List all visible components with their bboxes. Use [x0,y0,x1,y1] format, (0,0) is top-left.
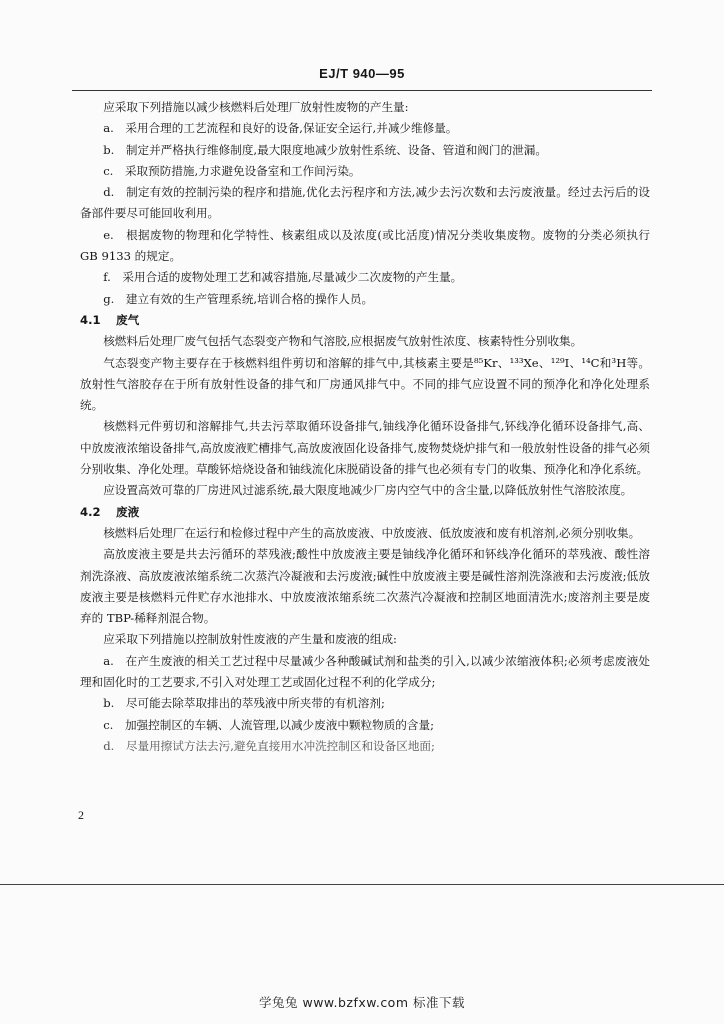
liquid-measure-a: a. 在产生废液的相关工艺过程中尽量减少各种酸碱试剂和盐类的引入,以减少浓缩液体积;必须考虑废液处理和固化时的工艺要求,不引入对处理工艺或固化过程不利的化学成分; [80,653,650,690]
intro-paragraph: 应采取下列措施以减少核燃料后处理厂放射性废物的产生量: [103,100,409,114]
liquid-measure-d: d. 尽量用擦试方法去污,避免直接用水冲洗控制区和设备区地面; [103,738,435,753]
header-rule [72,90,652,91]
paragraph: 核燃料后处理厂废气包括气态裂变产物和气溶胶,应根据废气放射性浓度、核素特性分别收集。 [103,334,583,349]
paragraph: 气态裂变产物主要存在于核燃料组件剪切和溶解的排气中,其核素主要是⁸⁵Kr、¹³³Xe、¹²⁹I、¹⁴C和³H等。放射性气溶胶存在于所有放射性设备的排气和厂房通风排气中。不同的排气应设置不同的预净化和净化处理系统。 [80,355,650,413]
paragraph: 应设置高效可靠的厂房进风过滤系统,最大限度地减少厂房内空气中的含尘量,以降低放射性气溶胶浓度。 [103,483,633,498]
watermark-text: 学兔兔 www.bzfxw.com 标准下载 [259,995,465,1010]
section-4-1-heading [80,310,650,331]
section-number: 4.2 [80,504,101,519]
standard-code-header: EJ/T 940—95 [319,66,405,81]
measure-c: c. 采取预防措施,力求避免设备室和工作间污染。 [103,163,361,178]
paragraph: 高放废液主要是共去污循环的萃残液;酸性中放废液主要是铀线净化循环和钚线净化循环的萃残液、酸性溶剂洗涤液、高放废液浓缩系统二次蒸汽冷凝液和去污废液;碱性中放废液主要是碱性溶剂洗涤液和去污废液;低放废液主要是核燃料元件贮存水池排水、中放废液浓缩系统二次蒸汽冷凝液和控制区地面清洗水;废溶剂主要是废弃的 TBP-稀释剂混合物。 [80,547,650,626]
section-title: 废液 [116,504,140,519]
measure-e: e. 根据废物的物理和化学特性、核素组成以及浓度(或比活度)情况分类收集废物。废物的分类必须执行 GB 9133 的规定。 [80,227,650,264]
footer-rule [0,884,724,885]
paragraph: 应采取下列措施以控制放射性废液的产生量和废液的组成: [103,632,397,647]
section-number: 4.1 [80,312,101,327]
page-number: 2 [78,808,84,822]
paragraph: 核燃料后处理厂在运行和检修过程中产生的高放废液、中放废液、低放废液和废有机溶剂,必须分别收集。 [103,525,641,540]
liquid-measure-c: c. 加强控制区的车辆、人流管理,以减少废液中颗粒物质的含量; [103,717,434,732]
paragraph: 核燃料元件剪切和溶解排气,共去污萃取循环设备排气,铀线净化循环设备排气,钚线净化循环设备排气,高、中放废液浓缩设备排气,高放废液贮槽排气,高放废液固化设备排气,废物焚烧炉排气和一般放射性设备的排气必须分别收集、净化处理。草酸钚焙烧设备和铀线流化床脱硝设备的排气也必须有专门的收集、预净化和净化系统。 [80,419,650,477]
measure-b: b. 制定并严格执行维修制度,最大限度地减少放射性系统、设备、管道和阀门的泄漏。 [103,142,547,157]
liquid-measure-b: b. 尽可能去除萃取排出的萃残液中所夹带的有机溶剂; [103,696,385,711]
measure-f: f. 采用合适的废物处理工艺和减容措施,尽量减少二次废物的产生量。 [103,270,463,285]
measure-d: d. 制定有效的控制污染的程序和措施,优化去污程序和方法,减少去污次数和去污废液量。经过去污后的设备部件要尽可能回收利用。 [80,185,650,221]
section-title: 废气 [116,312,140,327]
document-body [80,97,650,757]
section-4-2-heading [80,502,650,523]
measure-a: a. 采用合理的工艺流程和良好的设备,保证安全运行,并减少维修量。 [103,121,458,136]
measure-g: g. 建立有效的生产管理系统,培训合格的操作人员。 [103,291,374,306]
